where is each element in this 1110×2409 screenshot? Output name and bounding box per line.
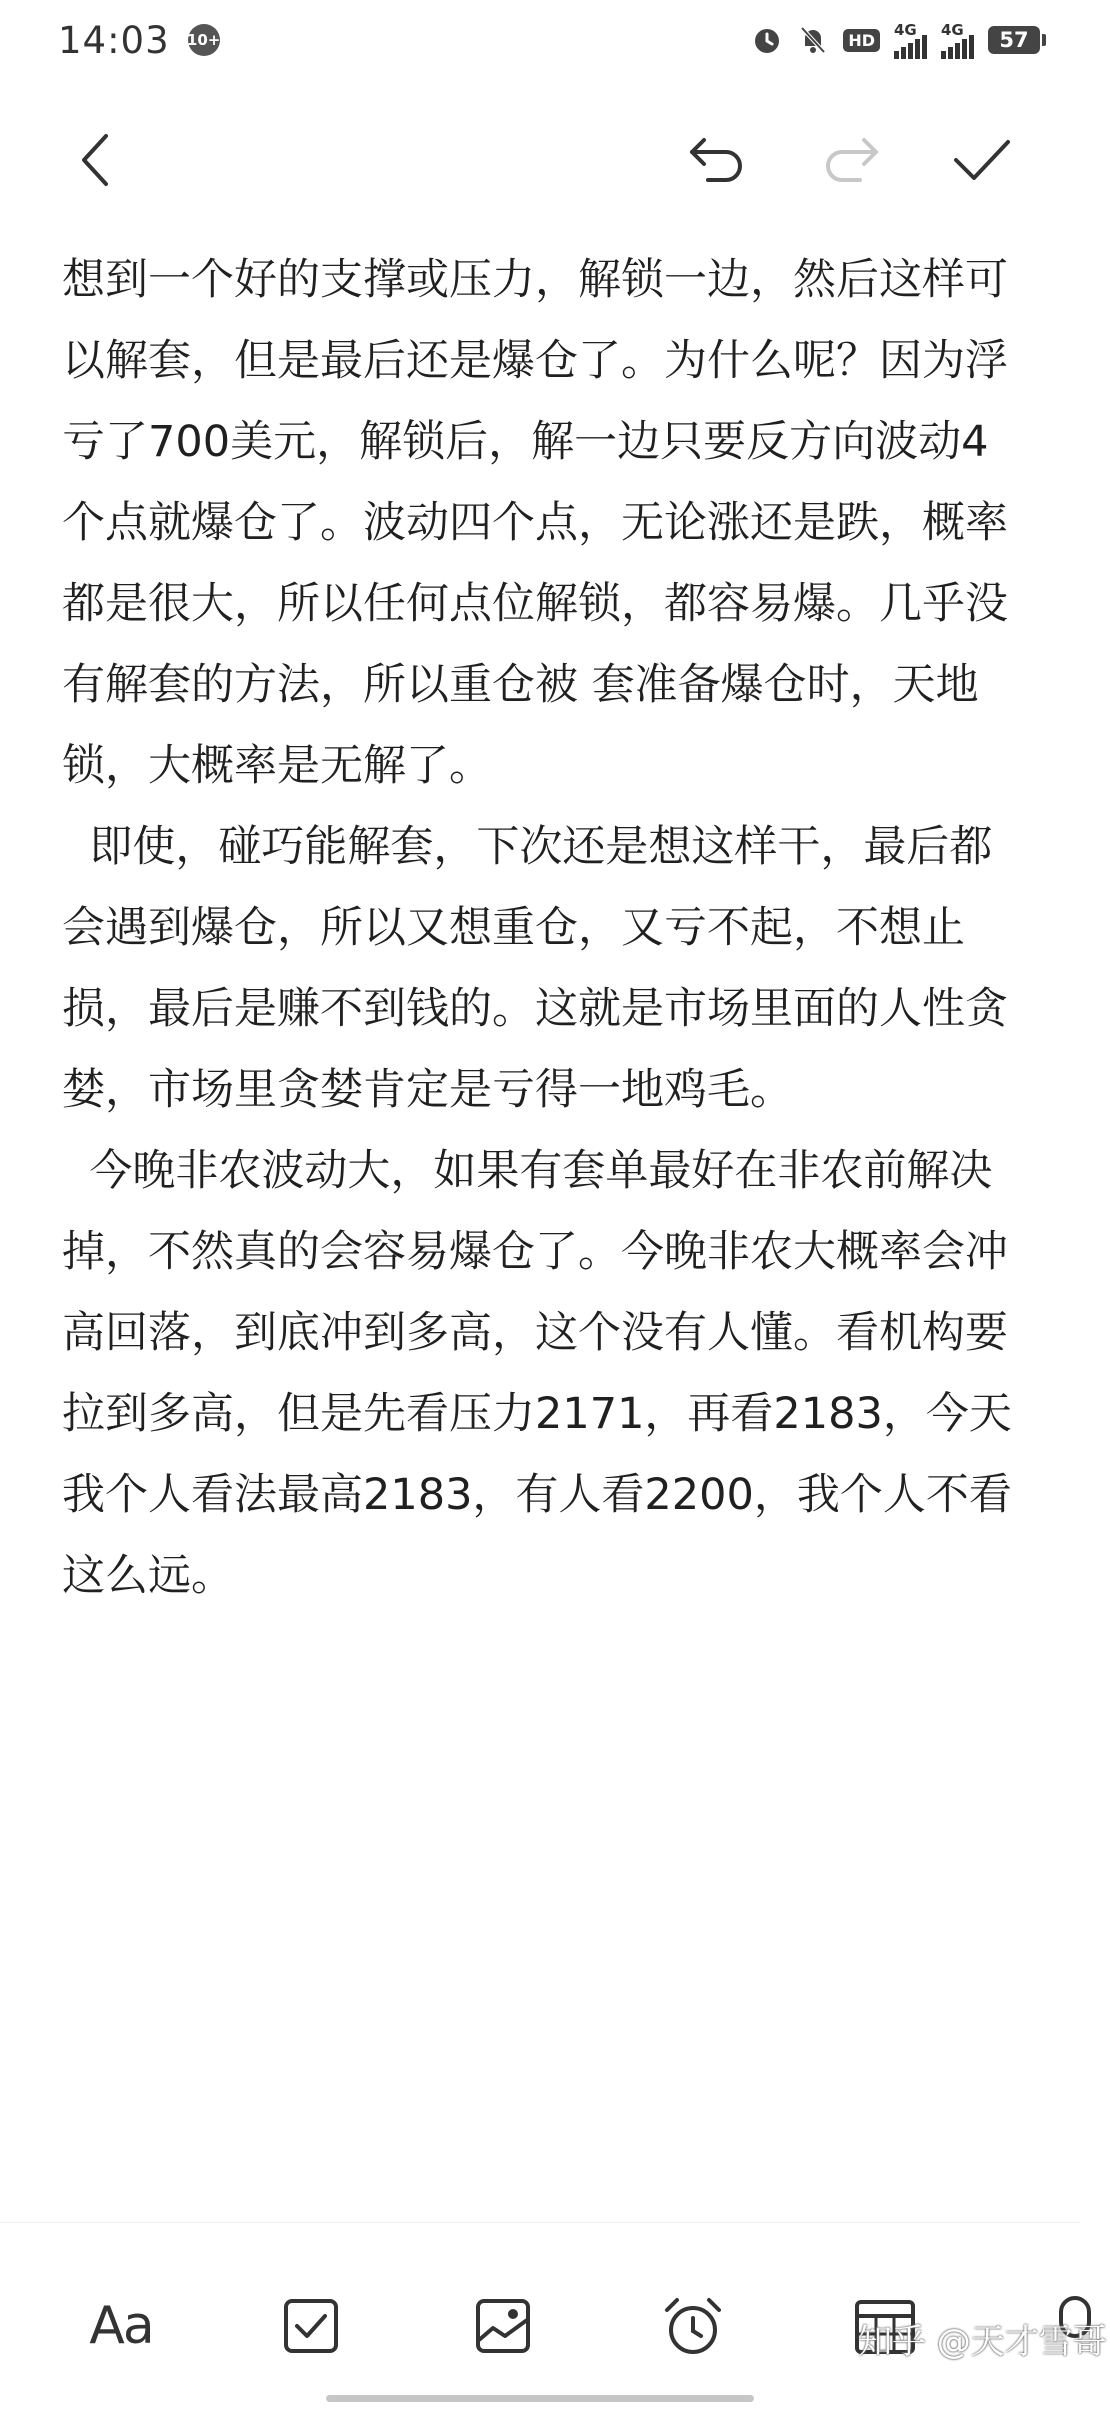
battery-level: 57 (988, 26, 1040, 54)
status-right (751, 21, 1040, 59)
alarm-clock-icon (661, 2294, 725, 2358)
reminder-button[interactable] (658, 2291, 728, 2361)
signal-type-label-1: 4G (894, 21, 917, 39)
status-time: 14:03 (58, 18, 170, 62)
note-editor[interactable] (62, 240, 1022, 1617)
note-paragraph-1: 想到一个好的支撑或压力，解锁一边，然后这样可以解套，但是最后还是爆仓了。为什么呢？因为浮亏了700美元，解锁后，解一边只要反方向波动4个点就爆仓了。波动四个点，无论涨还是跌，概率都是很大，所以任何点位解锁，都容易爆。几乎没有解套的方法，所以重仓被 套准备爆仓时，天地锁，大概率是无解了。 (62, 255, 1008, 791)
signal-type-label-2: 4G (941, 21, 964, 39)
undo-button[interactable] (686, 128, 750, 192)
redo-button[interactable] (818, 128, 882, 192)
checklist-button[interactable] (276, 2291, 346, 2361)
home-indicator[interactable] (326, 2395, 754, 2402)
checkbox-icon (281, 2296, 341, 2356)
redo-icon (818, 132, 882, 188)
undo-icon (686, 132, 750, 188)
done-button[interactable] (950, 128, 1014, 192)
status-bar (0, 0, 1080, 80)
insert-image-button[interactable] (468, 2291, 538, 2361)
chevron-left-icon (76, 132, 116, 188)
signal-strength-1 (894, 21, 927, 59)
back-button[interactable] (64, 128, 128, 192)
note-paragraph-2: 即使，碰巧能解套，下次还是想这样干，最后都会遇到爆仓，所以又想重仓，又亏不起，不想止损，最后是赚不到钱的。这就是市场里面的人性贪婪，市场里贪婪肯定是亏得一地鸡毛。 (62, 822, 1008, 1115)
watermark: 知乎 @天才雪哥 (858, 2322, 1107, 2362)
alarm-status-icon (751, 24, 783, 56)
editor-toolbar (0, 108, 1080, 208)
signal-strength-2 (941, 21, 974, 59)
note-paragraph-3: 今晚非农波动大，如果有套单最好在非农前解决掉，不然真的会容易爆仓了。今晚非农大概率会冲高回落，到底冲到多高，这个没有人懂。看机构要拉到多高，但是先看压力2171，再看2183，今天我个人看法最高2183，有人看2200，我个人不看这么远。 (62, 1146, 1012, 1601)
image-icon (473, 2296, 533, 2356)
font-format-button[interactable]: Aa (89, 2296, 153, 2356)
hd-voice-badge: HD (843, 29, 880, 52)
checkmark-icon (950, 132, 1014, 188)
notification-count-badge: 10+ (188, 24, 220, 56)
mute-bell-icon (797, 24, 829, 56)
status-left (58, 19, 220, 62)
